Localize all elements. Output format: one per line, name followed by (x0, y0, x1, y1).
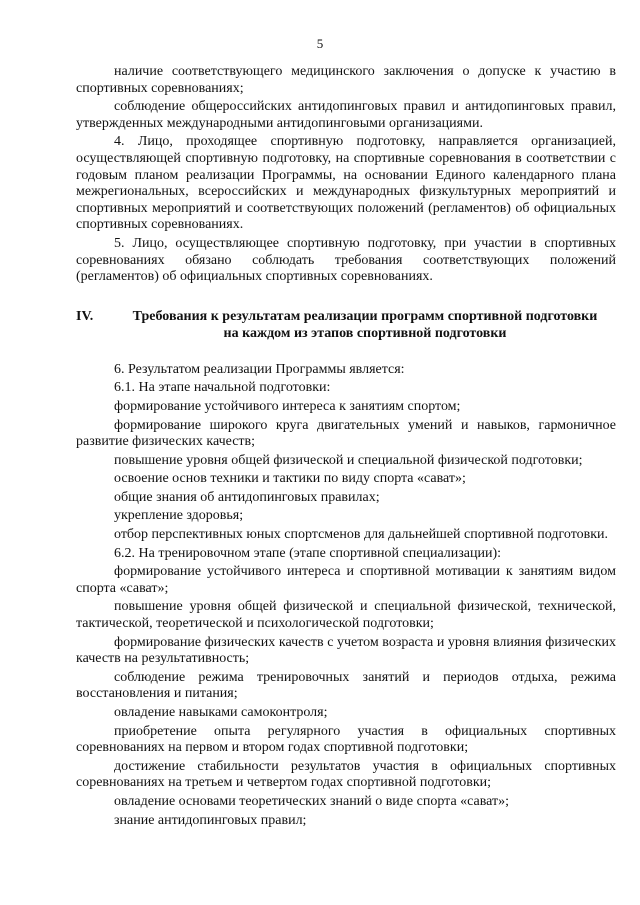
section-title (114, 308, 616, 342)
document-body (76, 64, 616, 831)
list-item: знание антидопинговых правил; (114, 812, 307, 828)
list-item: отбор перспективных юных спортсменов для дальнейшей спортивной подготовки. (114, 527, 609, 543)
paragraph: 6.1. На этапе начальной подготовки: (114, 380, 331, 396)
list-item: формирование устойчивого интереса и спортивной мотивации к занятиям видом спорта «сават»; (76, 564, 616, 596)
list-item: достижение стабильности результатов участия в официальных спортивных соревнованиях на третьем и четвертом годах спортивной подготовки; (76, 758, 616, 791)
paragraph: 5. Лицо, осуществляющее спортивную подготовку, при участии в спортивных соревнованиях обязано соблюдать требования соответствующих положений (регламентов) об официальных спортивных соревнованиях. (76, 235, 616, 285)
section-title-line2: на каждом из этапов спортивной подготовки (223, 325, 507, 341)
list-item: повышение уровня общей физической и специальной физической, технической, тактической, теоретической и психологической подготовки; (76, 599, 616, 632)
list-item: овладение основами теоретических знаний о виде спорта «сават»; (114, 793, 510, 809)
section-heading (76, 308, 616, 342)
list-item: повышение уровня общей физической и специальной физической подготовки; (114, 452, 583, 468)
paragraph: 6.2. На тренировочном этапе (этапе спортивной специализации): (114, 545, 502, 561)
list-item: формирование устойчивого интереса к занятиям спортом; (114, 398, 461, 414)
list-item: освоение основ техники и тактики по виду спорта «сават»; (114, 471, 466, 487)
paragraph: наличие соответствующего медицинского заключения о допуске к участию в спортивных соревнованиях; (76, 64, 616, 96)
paragraph: 4. Лицо, проходящее спортивную подготовку, направляется организацией, осуществляющей спортивную подготовку, на спортивные соревнования в соответствии с годовым планом реализации Программы, на основании Единого календарного плана межрегиональных, всероссийских и международных физкультурных мероприятий и спортивных мероприятий и соответствующих положений (регламентов) об официальных спортивных соревнованиях. (76, 134, 616, 233)
section-title-line1: Требования к результатам реализации программ спортивной подготовки (132, 308, 598, 324)
paragraph: соблюдение общероссийских антидопинговых правил и антидопинговых правил, утвержденных международными антидопинговыми организациями. (76, 99, 616, 131)
list-item: приобретение опыта регулярного участия в официальных спортивных соревнованиях на первом и втором годах спортивной подготовки; (76, 723, 616, 756)
page-number: 5 (316, 36, 324, 51)
paragraph: 6. Результатом реализации Программы является: (114, 361, 405, 377)
list-item: формирование широкого круга двигательных умений и навыков, гармоничное развитие физических качеств; (76, 417, 616, 450)
list-item: укрепление здоровья; (114, 508, 244, 524)
list-item: формирование физических качеств с учетом возраста и уровня влияния физических качеств на результативность; (76, 634, 616, 667)
section-number: IV. (76, 308, 94, 324)
list-item: соблюдение режима тренировочных занятий и периодов отдыха, режима восстановления и питания; (76, 669, 616, 702)
list-item: общие знания об антидопинговых правилах; (114, 489, 380, 505)
list-item: овладение навыками самоконтроля; (114, 705, 328, 720)
